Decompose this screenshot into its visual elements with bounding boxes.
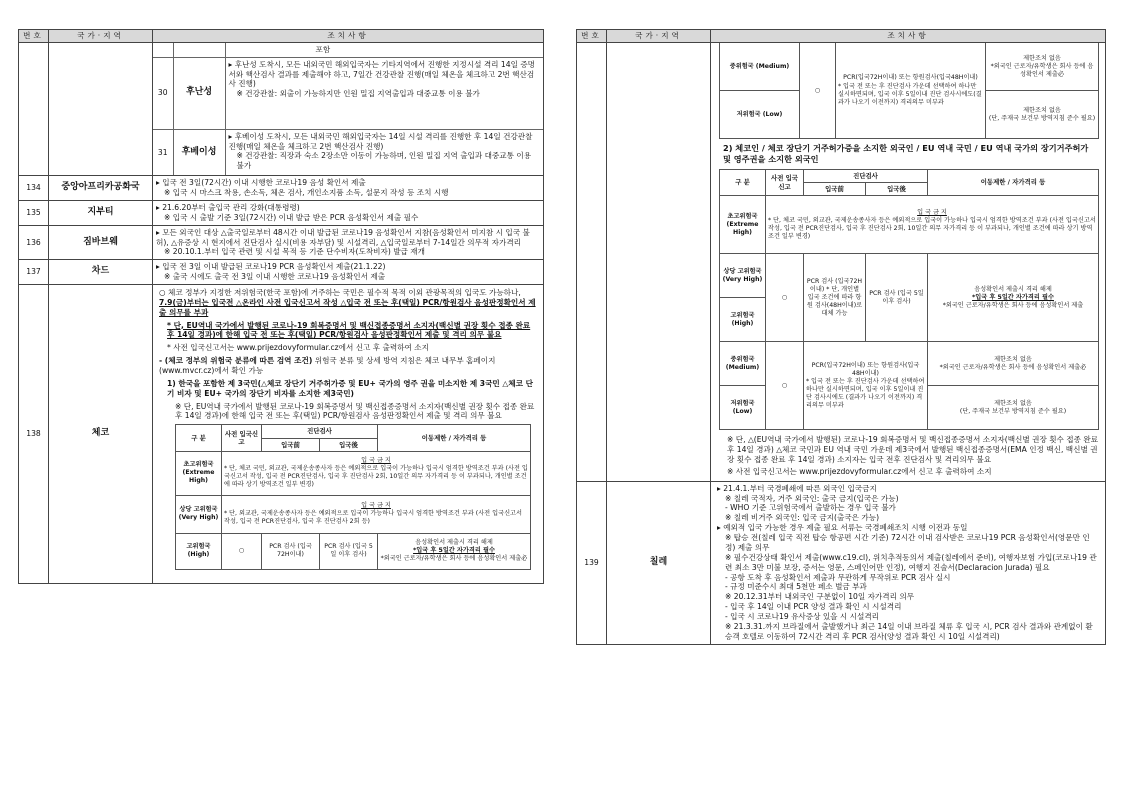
row-no: 137 xyxy=(19,260,49,285)
grid-limit: 음성확인서 제출시 격리 해제 xyxy=(974,285,1052,293)
grid-level: 고위험국 (High) xyxy=(176,533,222,569)
measures-table-right xyxy=(576,29,1106,645)
grid-test-note: * 입국 전 또는 후 진단검사 가운데 선택하여 하나만 실시하면되며, 입국 이후 5일이내 진단 검사시에도(결과가 나오기 이전까지) 격리의무 미부과 xyxy=(838,82,982,106)
header-no: 번호 xyxy=(19,30,49,43)
grid-before-test: PCR 검사 (입국72H이내) * 단, 개인별 입국 조건에 따라 항원 검사(48H이내)로 대체 가능 xyxy=(804,254,866,342)
table-header xyxy=(577,30,1106,43)
grid-header-test: 진단검사 xyxy=(804,169,928,182)
right-column xyxy=(576,29,1106,645)
grid-ban-text: * 단, 외교관, 국제운송종사자 등은 예외적으로 입국이 가능하나 입국시 엄격한 방역조건 부과 (사전 입국신고서 작성, 입국 전 PCR진단검사, 입국 후 진단검사 2회 등) xyxy=(224,510,523,526)
grid-limit-note: *외국인 근로자/유학생은 회사 등에 음성확인서 제출必 xyxy=(939,363,1087,371)
province-measure: ▸ 후베이성 도착시, 모든 내외국민 해외입국자는 14일 시설 격리를 진행한 후 14일 건강관찰 진행(매일 체온을 체크하고 2번 핵산검사 진행) xyxy=(228,131,533,151)
grid-header-after: 입국後 xyxy=(866,183,928,196)
czech-note-2: ※ 사전 입국신고서는 www.prijezdovyformular.cz에서 신고 후 출력하여 소지 xyxy=(727,466,992,476)
province-note: ※ 건강관찰: 직장과 숙소 2장소만 이동이 가능하며, 인원 밀집 지역 출입과 대중교통 이용 불가 xyxy=(236,151,532,171)
continued-text: 포함 xyxy=(225,43,543,57)
grid-limit-note: (단, 주재국 보건부 방역지침 준수 필요) xyxy=(959,407,1067,415)
grid-limit-note: *외국인 근로자/유학생은 회사 등에 음성확인서 제출必 xyxy=(380,555,528,563)
chile-line: - 입국 후 14일 이내 PCR 양성 결과 확인 시 시설격리 xyxy=(725,602,902,612)
row-measure: ▸ 입국 전 3일(72시간) 이내 시행한 코로나19 음성 확인서 제출 xyxy=(156,178,366,188)
grid-header-before: 입국前 xyxy=(804,183,866,196)
grid-header-restriction: 이동제한 / 자가격리 등 xyxy=(378,425,531,452)
header-no: 번호 xyxy=(577,30,607,43)
table-row xyxy=(19,260,544,285)
row-note: ※ 입국 시 마스크 착용, 손소독, 체온 검사, 개인소지품 소독, 설문지 작성 등 조치 시행 xyxy=(164,188,449,198)
row-measure: ▸ 21.6.20부터 출입국 관리 강화(대통령령) xyxy=(156,202,300,212)
header-measures: 조치사항 xyxy=(711,30,1106,43)
table-row xyxy=(19,284,544,583)
grid-level: 중위험국 (Medium) xyxy=(720,43,800,91)
grid-header-pre-registration: 사전 입국신고 xyxy=(222,425,262,452)
table-row xyxy=(19,225,544,260)
chile-line: ▸ 21.4.1.부터 국경폐쇄에 따른 외국인 입국금지 xyxy=(717,483,877,493)
chile-line: ※ 칠레 비거주 외국인: 입국 금지(출국은 가능) xyxy=(725,513,880,523)
table-header xyxy=(19,30,544,43)
grid-test-text: PCR(입국72H이내) 또는 항원검사(입국48H이내) xyxy=(811,361,920,377)
czech-risk-grid-continued xyxy=(719,43,1099,140)
row-measure: ▸ 모든 외국인 대상 △출국일로부터 48시간 이내 발급된 코로나19 음성확인서 지참(음성확인서 미지참 시 입국 불허), △유증상 시 현지에서 진단검사 실시(비용 자부담) 및 시설격리, △입국일로부터 7-14일간 의무적 자가격리 xyxy=(156,227,530,247)
grid-limit-emphasis: *입국 후 5일간 자가격리 필수 xyxy=(413,547,495,555)
grid-header-pre-registration: 사전 입국신고 xyxy=(766,169,804,196)
table-row xyxy=(153,129,543,175)
chile-line: ※ 칠레 국적자, 거주 외국인: 출국 금지(입국은 가능) xyxy=(725,493,899,503)
czech-intro: ○ 체코 정부가 지정한 저위험국(한국 포함)에 거주하는 국민은 필수적 목적 이외 관광목적의 입국도 가능하나, xyxy=(159,287,521,297)
chile-line: - 입국 시 코로나19 유사증상 있을 시 시설격리 xyxy=(725,611,880,621)
grid-ban-title: 입 국 금 지 xyxy=(917,208,947,216)
grid-level: 중위험국 (Medium) xyxy=(720,342,766,386)
chile-measures xyxy=(711,481,1106,644)
row-no: 135 xyxy=(19,200,49,225)
czech-risk-grid-2 xyxy=(719,169,1099,431)
chile-line: ※ 21.3.31.까지 브라질에서 출발했거나 최근 14일 이내 브라질 체류 후 입국 시, PCR 검사 결과와 관계없이 환승객 호텔로 이동하여 72시간 격리 후 PCR 검사(양성 결과 확인 시 10일 시설격리) xyxy=(725,621,1093,641)
province-no: 31 xyxy=(153,129,173,175)
province-no: 30 xyxy=(153,57,173,129)
china-provinces-table xyxy=(153,43,543,175)
chile-line: - 공항 도착 후 음성확인서 제출과 무관하게 무작위로 PCR 검사 실시 xyxy=(725,572,951,582)
chile-line: ▸ 예외적 입국 가능한 경우 제출 필요 서류는 국경폐쇄조치 시행 이전과 동일 xyxy=(717,523,968,533)
row-country: 체코 xyxy=(49,284,153,583)
row-country: 칠레 xyxy=(607,481,711,644)
row-country: 차드 xyxy=(49,260,153,285)
grid-header-before: 입국前 xyxy=(262,438,320,451)
province-measure: ▸ 후난성 도착시, 모든 내외국민 해외입국자는 기타지역에서 진행한 지정시설 격리 14일 증명서와 핵산검사 결과를 제출해야 하고, 7일간 건강관찰 진행(매일 체온을 체크하고 2번 핵산검사 진행) xyxy=(228,59,536,89)
grid-ban-text: * 단, 체코 국민, 외교관, 국제운송종사자 등은 예외적으로 입국이 가능하나 입국시 엄격한 방역조건 부과 (사전 입국신고서 작성, 입국 전 PCR진단검사, 입국 후 진단검사 2회, 10일간 의무 자가격리 등 이 부과되나, 개인별 조건에 따라 상기 방역조건 일부 변경) xyxy=(224,465,528,489)
czech-exception: * 단, EU역내 국가에서 발행된 코로나-19 회복증명서 및 백신접종증명서 소지자(백신별 권장 횟수 접종 완료 후 14일 경과)에 한해 입국 전 또는 후(택일) PCR/항원검사 음성판정확인서 제출 및 격리 의무 불요 xyxy=(167,320,531,340)
grid-test-note: * 입국 전 또는 후 진단검사 가운데 선택하여 하나만 실시하면되며, 입국 이후 5일이내 진단 검사시에도 (결과가 나오기 이전까지) 격리의무 미부과 xyxy=(806,377,925,409)
grid-after-test: PCR 검사 (입국 5일 이후 검사) xyxy=(320,533,378,569)
czech-section-2: 2) 체코인 / 체코 장단기 거주허가증을 소지한 외국인 / EU 역내 국민 / EU 역내 국가의 장기거주허가 및 영주권을 소지한 외국인 xyxy=(723,143,1089,165)
grid-pre-mark: ○ xyxy=(222,533,262,569)
table-row xyxy=(153,57,543,129)
grid-header-restriction: 이동제한 / 자가격리 등 xyxy=(928,169,1099,196)
grid-ban-title: 입 국 금 지 xyxy=(361,502,391,510)
czech-risk-heading: - (체코 정부의 위험국 분류에 따른 검역 조건) xyxy=(159,356,313,366)
grid-limit: 제한조치 없음 xyxy=(1023,54,1061,62)
grid-limit: 음성확인서 제출시 격리 해제 xyxy=(415,539,493,547)
grid-level: 초고위험국 (Extreme High) xyxy=(720,196,766,254)
chile-line: ※ 20.12.31부터 내외국인 구분없이 10일 자가격리 의무 xyxy=(725,592,915,602)
czech-risk-text: 위험국 분류 및 상세 방역 지침은 체코 내무부 홈페이지(www.mvcr.cz)에서 확인 가능 xyxy=(159,356,496,375)
czech-form-note: * 사전 입국신고서는 www.prijezdovyformular.cz에서 신고 후 출력하여 소지 xyxy=(167,343,429,353)
grid-pre-mark: ○ xyxy=(766,342,804,430)
chile-line: - 규정 미준수시 최대 5천만 페소 벌금 부과 xyxy=(725,582,867,592)
grid-limit-note: *외국인 근로자/유학생은 회사 등에 음성확인서 제출 xyxy=(942,301,1084,309)
row-country: 짐바브웨 xyxy=(49,225,153,260)
grid-level: 저위험국 (Low) xyxy=(720,386,766,430)
grid-limit-note: (단, 주재국 보건부 방역지침 준수 필요) xyxy=(988,114,1096,122)
grid-header-category: 구 분 xyxy=(720,169,766,196)
row-no: 136 xyxy=(19,225,49,260)
czech-risk-grid xyxy=(175,424,531,570)
row-note: ※ 입국 시 출발 기준 3일(72시간) 이내 발급 받은 PCR 음성확인서 제출 필수 xyxy=(164,212,419,222)
grid-ban-title: 입 국 금 지 xyxy=(361,457,391,465)
row-no: 134 xyxy=(19,176,49,201)
grid-limit-emphasis: *입국 후 5일간 자가격리 필수 xyxy=(972,293,1054,301)
province-note: ※ 건강관찰: 외출이 가능하지만 인원 밀집 지역출입과 대중교통 이용 불가 xyxy=(236,89,480,99)
province-name: 후난성 xyxy=(173,57,225,129)
grid-level: 상당 고위험국 (Very High) xyxy=(720,254,766,298)
left-column xyxy=(18,29,544,584)
table-row xyxy=(577,42,1106,481)
header-measures: 조치사항 xyxy=(153,30,544,43)
row-note: ※ 출국 시에도 출국 전 3일 이내 시행한 코로나19 음성확인서 제출 xyxy=(164,272,386,282)
table-row xyxy=(577,481,1106,644)
header-country: 국가·지역 xyxy=(607,30,711,43)
table-row xyxy=(19,176,544,201)
grid-header-category: 구 분 xyxy=(176,425,222,452)
grid-level: 저위험국 (Low) xyxy=(720,91,800,139)
grid-level: 상당 고위험국 (Very High) xyxy=(176,495,222,533)
row-no: 138 xyxy=(19,284,49,583)
chile-line: ※ 탑승 전(칠레 입국 직전 탑승 항공편 시간 기준) 72시간 이내 검사받은 코로나19 PCR 음성확인서(영문만 인정) 제출 의무 xyxy=(725,533,1090,552)
row-country: 지부티 xyxy=(49,200,153,225)
grid-limit: 제한조치 없음 xyxy=(994,399,1032,407)
table-row xyxy=(19,200,544,225)
grid-before-test: PCR 검사 (입국72H이내) xyxy=(262,533,320,569)
czech-intro-emphasis: 7.9(금)부터는 입국전 △온라인 사전 입국신고서 작성 △입국 전 또는 후(택일) PCR/항원검사 음성판정확인서 제출 의무를 부과 xyxy=(159,297,536,317)
czech-section-1: 1) 한국을 포함한 제 3국민(△체코 장단기 거주허가증 및 EU+ 국가의 영주 권을 미소지한 제 3국민 △체코 단기 비자 및 EU+ 국가의 장단기 비자를 소지한 제3국민) xyxy=(167,378,533,398)
grid-header-test: 진단검사 xyxy=(262,425,378,438)
province-name: 후베이성 xyxy=(173,129,225,175)
measures-table-left xyxy=(18,29,544,584)
grid-after-test: PCR 검사 (입국 5일 이후 검사) xyxy=(866,254,928,342)
grid-pre-mark: ○ xyxy=(766,254,804,342)
chile-line: ※ 필수건강상태 확인서 제출(www.c19.cl), 위치추적동의서 제출(칠레에서 준비), 여행자보험 가입(코로나19 관련 최소 3만 미불 보장, 증서는 영문, 스페인어만 인정), 여행지 진술서(Declaracion Jurada) 필요 xyxy=(725,552,1097,572)
grid-level: 고위험국 (High) xyxy=(720,298,766,342)
czech-note-1: ※ 단, △(EU역내 국가에서 발행된) 코로나-19 회복증명서 및 백신접종증명서 소지자(백신별 권장 횟수 접종 완료 후 14일 경과) △체코 국민과 EU 역내 국민 가운데 제3국에서 발행된 백신접종증명서(EMA 인정 백신, 백신별 권장 횟수 접종 완료 후 14일 경과) 소지자는 입국 전후 진단검사 및 격리의무 불요 xyxy=(727,435,1099,465)
row-measure: ▸ 입국 전 3일 이내 발급된 코로나19 PCR 음성확인서 제출(21.1.22) xyxy=(156,262,386,272)
grid-level: 초고위험국 (Extreme High) xyxy=(176,451,222,495)
czech-section-1-note: ※ 단, EU역내 국가에서 발행된 코로나-19 회복증명서 및 백신접종증명서 소지자(백신별 권장 횟수 접종 완료 후 14일 경과)에 한해 입국 전 또는 후(택일) PCR/항원검사 음성판정확인서 제출 및 격리 의무 불요 xyxy=(175,401,535,421)
table-row xyxy=(19,42,544,175)
grid-limit-note: *외국인 근로자/유학생은 회사 등에 음성확인서 제출必 xyxy=(990,62,1094,78)
grid-pre-mark: ○ xyxy=(800,43,836,139)
chile-line: - WHO 기준 고위험국에서 출발하는 경우 입국 불가 xyxy=(725,503,896,513)
row-no: 139 xyxy=(577,481,607,644)
grid-ban-text: * 단, 체코 국민, 외교관, 국제운송종사자 등은 예외적으로 입국이 가능하나 입국시 엄격한 방역조건 부과 (사전 입국신고서 작성, 입국 전 PCR진단검사, 입국 후 진단검사 2회, 10일간 의무 자가격리 등 이 부과되나, 개인별 조건에 따라 상기 방역조건 일부 변경) xyxy=(768,216,1096,240)
row-country: 중앙아프리카공화국 xyxy=(49,176,153,201)
row-note: ※ 20.10.1.부터 입국 관련 및 시설 목적 등 기준 단수비자(도착비자) 발급 재개 xyxy=(164,247,425,257)
grid-header-after: 입국後 xyxy=(320,438,378,451)
grid-limit: 제한조치 없음 xyxy=(1023,106,1061,114)
grid-test-text: PCR(입국72H이내) 또는 항원검사(입국48H이내) xyxy=(843,74,978,82)
grid-limit: 제한조치 없음 xyxy=(994,355,1032,363)
header-country: 국가·지역 xyxy=(49,30,153,43)
